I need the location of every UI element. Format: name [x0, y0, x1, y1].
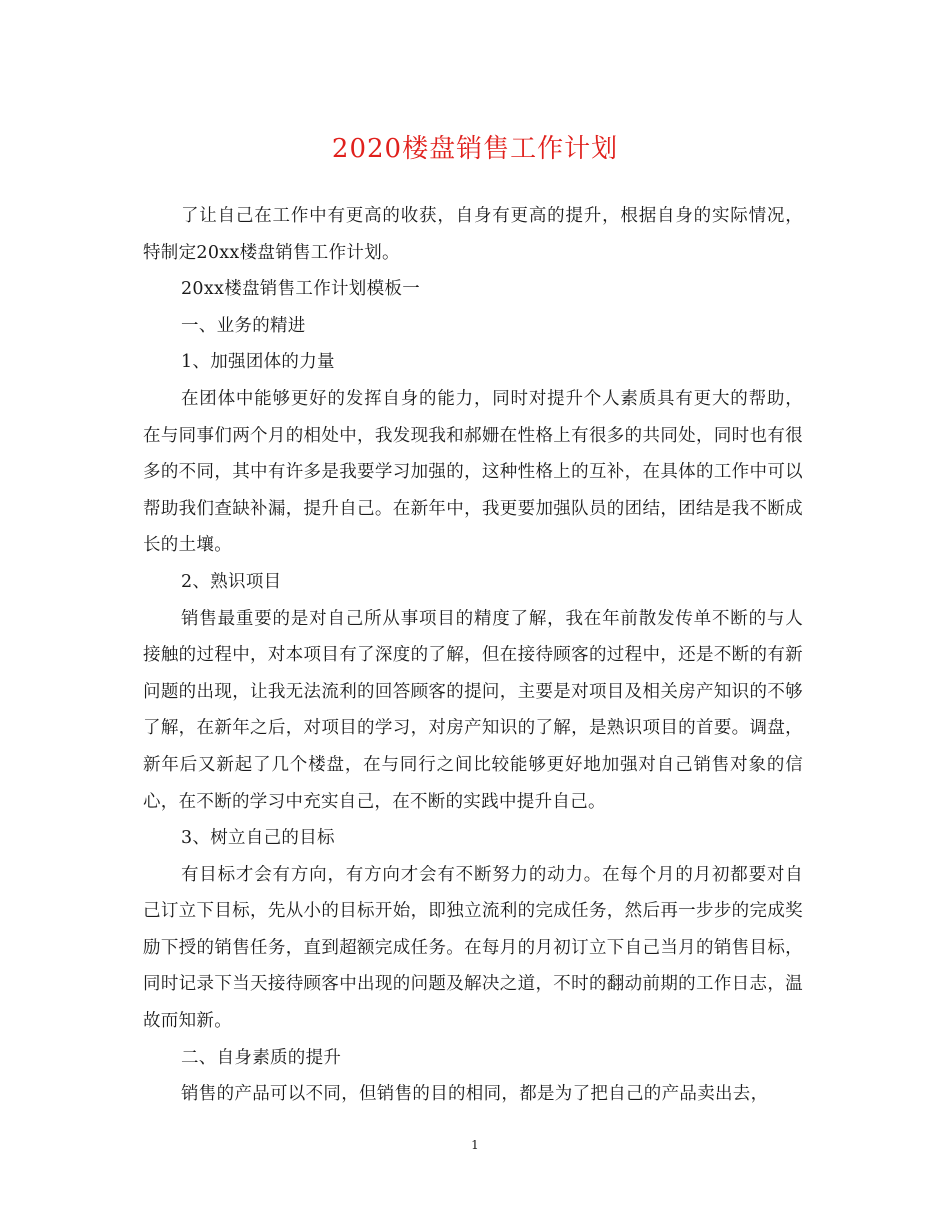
document-body [143, 198, 803, 1113]
intro-paragraph: 了让自己在工作中有更高的收获，自身有更高的提升，根据自身的实际情况，特制定20xx楼盘销售工作计划。 [143, 206, 803, 263]
template-heading: 20xx楼盘销售工作计划模板一 [181, 279, 421, 300]
document-title: 2020楼盘销售工作计划 [331, 134, 619, 164]
section-heading-business: 一、业务的精进 [181, 315, 306, 336]
section-heading-quality: 二、自身素质的提升 [181, 1047, 342, 1068]
subsection-heading-goal: 3、树立自己的目标 [181, 828, 335, 849]
subsection-heading-team: 1、加强团体的力量 [181, 352, 335, 373]
goal-paragraph: 有目标才会有方向，有方向才会有不断努力的动力。在每个月的月初都要对自己订立下目标，先从小的目标开始，即独立流利的完成任务，然后再一步步的完成奖励下授的销售任务，直到超额完成任务。在每月的月初订立下自己当月的销售目标，同时记录下当天接待顾客中出现的问题及解决之道，不时的翻动前期的工作日志，温故而知新。 [143, 864, 803, 1032]
project-paragraph: 销售最重要的是对自己所从事项目的精度了解，我在年前散发传单不断的与人接触的过程中，对本项目有了深度的了解，但在接待顾客的过程中，还是不断的有新问题的出现，让我无法流利的回答顾客的提问，主要是对项目及相关房产知识的不够了解，在新年之后，对项目的学习，对房产知识的了解，是熟识项目的首要。调盘，新年后又新起了几个楼盘，在与同行之间比较能够更好地加强对自己销售对象的信心，在不断的学习中充实自己，在不断的实践中提升自己。 [143, 608, 803, 812]
subsection-heading-project: 2、熟识项目 [181, 571, 282, 592]
team-paragraph: 在团体中能够更好的发挥自身的能力，同时对提升个人素质具有更大的帮助，在与同事们两个月的相处中，我发现我和郝姗在性格上有很多的共同处，同时也有很多的不同，其中有许多是我要学习加强的，这种性格上的互补，在具体的工作中可以帮助我们查缺补漏，提升自己。在新年中，我更要加强队员的团结，团结是我不断成长的土壤。 [143, 388, 803, 556]
page-number: 1 [471, 1138, 479, 1152]
quality-paragraph: 销售的产品可以不同，但销售的目的相同，都是为了把自己的产品卖出去， [181, 1084, 769, 1105]
